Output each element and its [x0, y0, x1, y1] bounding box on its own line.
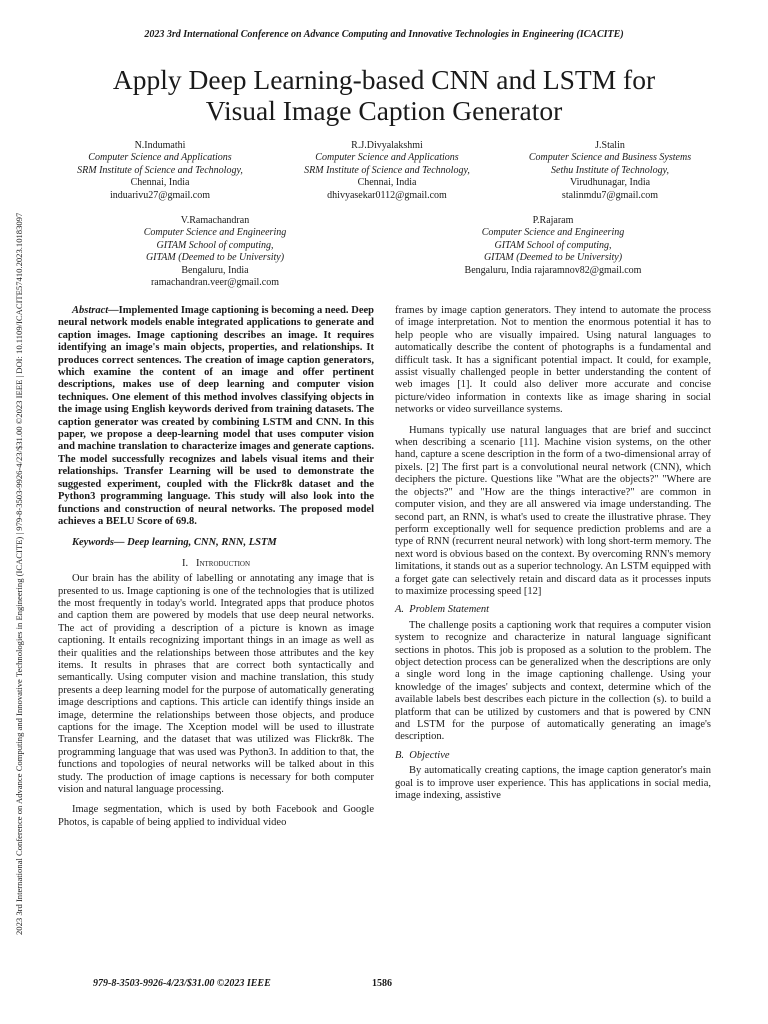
author-city-email: Bengaluru, India rajaramnov82@gmail.com — [464, 264, 642, 276]
footer-isbn: 979-8-3503-9926-4/23/$31.00 ©2023 IEEE — [93, 978, 271, 989]
author-dept: Computer Science and Engineering — [481, 227, 625, 239]
section-number: I. — [181, 557, 189, 569]
author-block — [55, 140, 265, 202]
left-column — [58, 305, 374, 829]
abstract-text: —Implemented Image captioning is becoming a need. Deep neural network models enable integrated applications to generate and caption images. Image captioning describes an image. It requires identifying an image's main objects, properties, and relationships. It produces correct sentences. The creation of image caption generators, which examine the content of an image and offer pertinent descriptions, makes use of deep learning and computer vision techniques. One element of this method involves classifying objects in the image using English keywords derived from training datasets. The caption generator was created by combining LSTM and CNN. In this paper, we propose a deep-learning model that uses computer vision and machine translation to characterize images and generate captions. The model successfully recognizes and labels visual items and their relationships. Transfer Learning will be used to demonstrate the suggested experiment, coupled with the Flickr8k dataset and the Python3 programming language. This study will also look into the functions and construction of neural networks. The proposed model achieves a BELU Score of 69.8. — [58, 305, 374, 527]
author-city: Virudhunagar, India — [569, 177, 651, 189]
author-dept: Computer Science and Applications — [88, 152, 232, 164]
paragraph: Our brain has the ability of labelling or annotating any image that is presented to us. Image captioning is one of the technologies that is utilized the most frequently in today's world. Integrated apps that produce photos and caption them are powered by models that use deep neural networks. The act of providing a description of a picture is known as image captioning. It entails recognizing important things in an image as well as their qualities and the relationships between those attributes and the key items. It results in phrases that are correct both syntactically and semantically. Using computer vision and machine translation, this study presents a deep learning model for the purpose of automatically generating image descriptions and captions. This article can identify things inside an image, determine the relationships between those objects, and produce captions for the image. The Xception model will be used to illustrate Transfer Learning, and the dataset that was utilized was Flickr8k. The programming language that was used was Python3. In addition to that, the functions and topologies of neural networks will be talked about in this study. The production of image captions is necessary for both computer vision and natural language processing. — [58, 573, 374, 796]
author-name: J.Stalin — [595, 140, 625, 151]
section-heading — [58, 558, 374, 570]
paper-title — [40, 64, 728, 126]
author-name: N.Indumathi — [134, 140, 186, 151]
section-title: Introduction — [195, 557, 251, 569]
paragraph: Humans typically use natural languages that are brief and succinct when describing a scenario [11]. Machine vision systems, on the other hand, capture a scene description in the form of a two-dimensional array of pixels. [2] The first part is a convolutional neural network (CNN), which deciphers the picture. Questions like "What are the objects?" "Where are the objects?" and "How are the things interactive?" are common in computer vision, and they are all answered via image understanding. The second part, an RNN, is what's used to create the illustrative phrase. They perform exceptionally well for sequence prediction problems and are a type of RNN (recurrent neural network) with long short-term memory. The next word is obvious based on the context. By overcoming RNN's memory limitations, it stands out as a superior technology. An LSTM equipped with a forget gate can selectively retain and discard data as it processes inputs to maximize processing speed [12] — [395, 424, 711, 597]
author-block — [438, 215, 668, 277]
author-dept: Computer Science and Applications — [315, 152, 459, 164]
author-name: V.Ramachandran — [180, 215, 250, 226]
author-email: stalinmdu7@gmail.com — [561, 189, 659, 201]
paragraph: The challenge posits a captioning work that requires a computer vision system to recognize and characterize in natural language significant sections in photos. This job is proposed as a solution to the problem. The object detection process can be generalized when the descriptions are only a single word long in the image captioning challenge. Using your knowledge of the images' subjects and context, determine which of the available labels best describes each picture in the collection (s). to build a platform that can be utilized by customers and that is powered by CNN and LSTM for the purpose of automatically generating an image's description. — [395, 619, 711, 743]
author-block — [505, 140, 715, 202]
author-dept: Computer Science and Engineering — [143, 227, 287, 239]
page-number: 1586 — [372, 978, 392, 989]
author-email: dhivyasekar0112@gmail.com — [327, 189, 447, 201]
author-email: ramachandran.veer@gmail.com — [150, 277, 280, 289]
abstract — [58, 305, 374, 528]
author-city: Chennai, India — [130, 177, 190, 189]
subsection-label: B. — [395, 749, 405, 761]
paragraph: frames by image caption generators. They intend to automate the process of image interpretation. Not to mention the enormous potential it has to help people who are visually impaired. Using natural languages to automatically describe the content of photographs is a fundamental and difficult task. It has a significant potential impact. It could, for example, assist visually challenged people in better understanding the content of web images [1]. It could also deliver more accurate and concise picture/video information in contexts like as image sharing in social networks or video surveillance systems. — [395, 305, 711, 416]
author-inst2: GITAM (Deemed to be University) — [145, 252, 285, 264]
subsection-label: A. — [395, 604, 405, 616]
author-block — [282, 140, 492, 202]
title-line-2: Visual Image Caption Generator — [205, 95, 563, 126]
author-inst: GITAM School of computing, — [494, 239, 612, 251]
author-dept: Computer Science and Business Systems — [528, 152, 692, 164]
subsection-heading — [395, 604, 711, 616]
conference-header: 2023 3rd International Conference on Advance Computing and Innovative Technologies in Engineering (ICACITE) — [144, 29, 624, 40]
author-inst: Sethu Institute of Technology, — [551, 164, 669, 176]
author-inst: SRM Institute of Science and Technology, — [304, 164, 470, 176]
author-inst: SRM Institute of Science and Technology, — [77, 164, 243, 176]
author-city: Chennai, India — [357, 177, 417, 189]
author-inst: GITAM School of computing, — [156, 239, 274, 251]
paragraph: By automatically creating captions, the image caption generator's main goal is to improve user experience. This has applications in social media, image indexing, assistive — [395, 765, 711, 802]
title-line-1: Apply Deep Learning-based CNN and LSTM for — [112, 64, 656, 95]
paragraph: Image segmentation, which is used by both Facebook and Google Photos, is capable of being applied to individual video — [58, 804, 374, 828]
subsection-title: Problem Statement — [409, 604, 490, 616]
right-column — [395, 305, 711, 802]
author-name: R.J.Divyalakshmi — [351, 140, 423, 151]
author-city: Bengaluru, India — [181, 264, 249, 276]
author-name: P.Rajaram — [532, 215, 574, 226]
keywords: Keywords— Deep learning, CNN, RNN, LSTM — [72, 537, 277, 549]
author-block — [110, 215, 320, 289]
subsection-title: Objective — [409, 749, 450, 761]
doi-side-strip: 2023 3rd International Conference on Advance Computing and Innovative Technologies in Engineering (ICACITE) | 979-8-3503-9926-4/23/$31.00 ©2023 IEEE | DOI: 10.1109/ICACITE57410.2023.10183097 — [14, 212, 24, 935]
abstract-label: Abstract — [72, 305, 109, 316]
author-inst2: GITAM (Deemed to be University) — [483, 252, 623, 264]
author-email: induarivu27@gmail.com — [109, 189, 211, 201]
subsection-heading — [395, 750, 711, 762]
